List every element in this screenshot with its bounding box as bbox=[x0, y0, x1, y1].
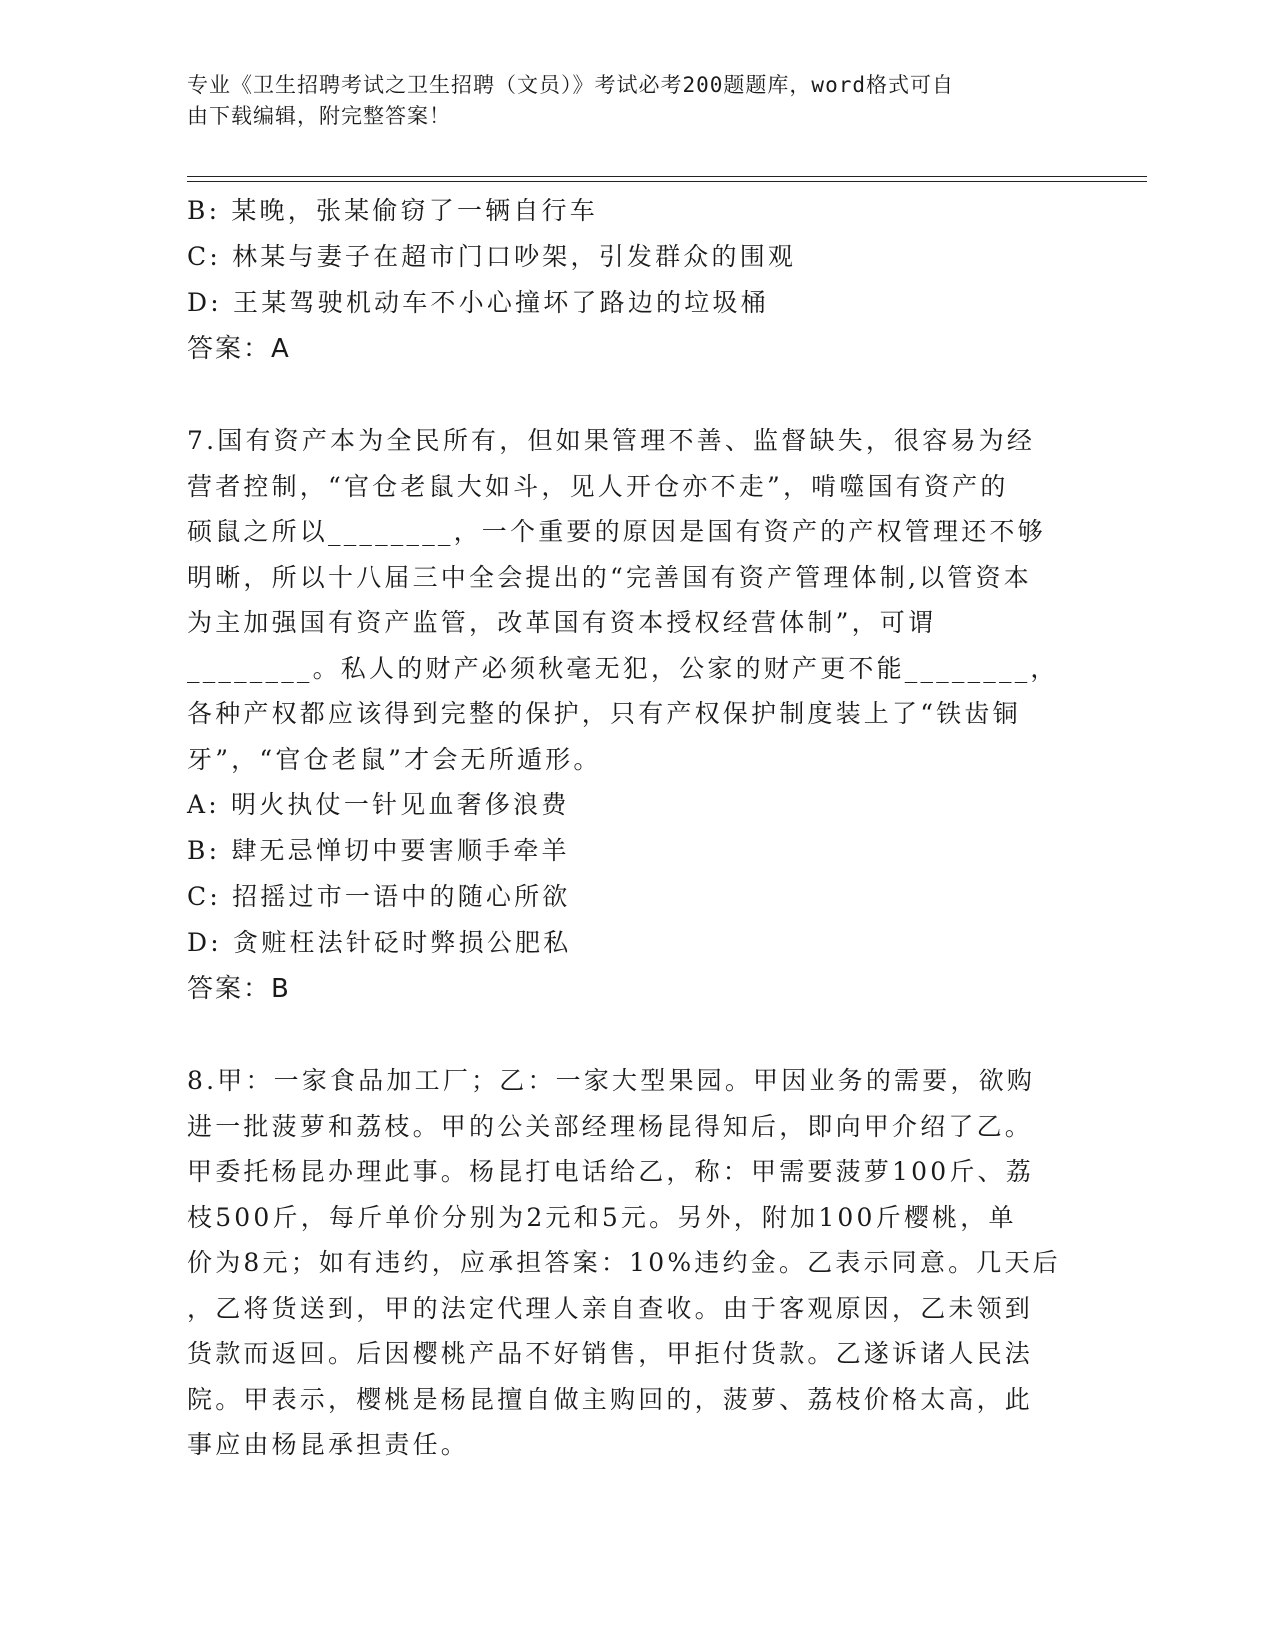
answer-line: 答案：B bbox=[187, 974, 291, 1004]
option-c: C: 招摇过市一语中的随心所欲 bbox=[187, 882, 571, 911]
question-text-line: 7.国有资产本为全民所有，但如果管理不善、监督缺失，很容易为经 bbox=[187, 426, 1036, 455]
option-b: B: 某晚，张某偷窃了一辆自行车 bbox=[187, 196, 598, 225]
question-text-line: 枝500斤，每斤单价分别为2元和5元。另外，附加100斤樱桃，单 bbox=[187, 1202, 1017, 1232]
question-text-line: 为主加强国有资产监管，改革国有资本授权经营体制”，可谓 bbox=[187, 608, 937, 637]
option-c: C: 林某与妻子在超市门口吵架，引发群众的围观 bbox=[187, 242, 797, 271]
question-text-line: 货款而返回。后因樱桃产品不好销售，甲拒付货款。乙遂诉诸人民法 bbox=[187, 1339, 1034, 1368]
option-b: B: 肆无忌惮切中要害顺手牵羊 bbox=[187, 836, 570, 865]
document-header bbox=[187, 70, 1067, 132]
question-text-line: 各种产权都应该得到完整的保护，只有产权保护制度装上了“铁齿铜 bbox=[187, 699, 1021, 728]
option-a: A: 明火执仗一针见血奢侈浪费 bbox=[187, 790, 570, 819]
header-rule-top bbox=[187, 176, 1147, 177]
question-8 bbox=[187, 1058, 1087, 1468]
option-d: D: 贪赃枉法针砭时弊损公肥私 bbox=[187, 928, 572, 957]
question-text-line: ，乙将货送到，甲的法定代理人亲自查收。由于客观原因，乙未领到 bbox=[187, 1293, 1034, 1323]
answer-line: 答案：A bbox=[187, 334, 291, 364]
question-text-line: 明晰，所以十八届三中全会提出的“完善国有资产管理体制,以管资本 bbox=[187, 562, 1032, 592]
question-text-line: 进一批菠萝和荔枝。甲的公关部经理杨昆得知后，即向甲介绍了乙。 bbox=[187, 1111, 1034, 1141]
header-rule-bottom bbox=[187, 181, 1147, 182]
question-text-line: 甲委托杨昆办理此事。杨昆打电话给乙，称：甲需要菠萝100斤、荔 bbox=[187, 1157, 1034, 1186]
document-body bbox=[187, 188, 1087, 1468]
question-text-line: 牙”，“官仓老鼠”才会无所遁形。 bbox=[187, 744, 602, 774]
question-text-line: 8.甲：一家食品加工厂；乙：一家大型果园。甲因业务的需要，欲购 bbox=[187, 1066, 1036, 1095]
question-text-line: ________。私人的财产必须秋毫无犯，公家的财产更不能________， bbox=[187, 653, 1059, 683]
question-text-line: 硕鼠之所以________，一个重要的原因是国有资产的产权管理还不够 bbox=[187, 517, 1046, 546]
option-d: D: 王某驾驶机动车不小心撞坏了路边的垃圾桶 bbox=[187, 288, 769, 317]
header-line-1: 专业《卫生招聘考试之卫生招聘（文员）》考试必考200题题库，word格式可自 bbox=[187, 73, 954, 97]
previous-question-tail bbox=[187, 188, 1087, 372]
question-text-line: 事应由杨昆承担责任。 bbox=[187, 1430, 470, 1459]
header-line-2: 由下载编辑，附完整答案！ bbox=[187, 104, 451, 128]
question-text-line: 价为8元；如有违约，应承担答案：10%违约金。乙表示同意。几天后 bbox=[187, 1248, 1061, 1277]
question-text-line: 院。甲表示，樱桃是杨昆擅自做主购回的，菠萝、荔枝价格太高，此 bbox=[187, 1384, 1034, 1414]
question-text-line: 营者控制，“官仓老鼠大如斗，见人开仓亦不走”，啃噬国有资产的 bbox=[187, 471, 1009, 501]
question-7 bbox=[187, 418, 1087, 1012]
